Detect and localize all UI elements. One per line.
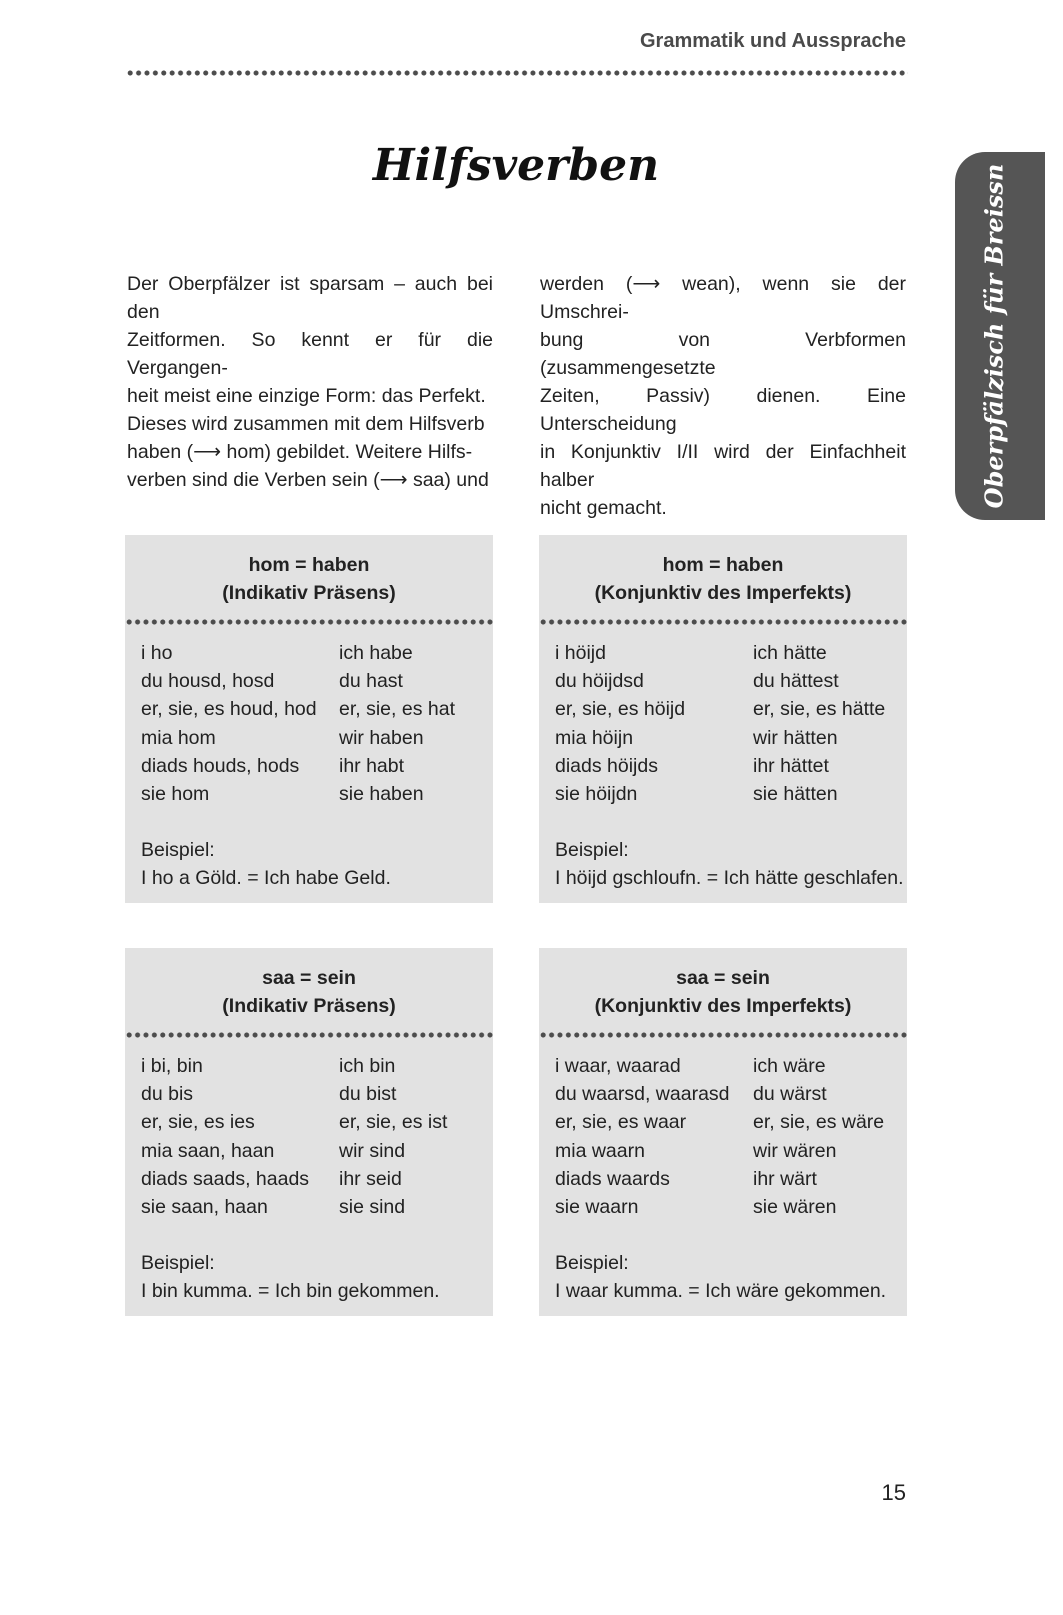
standard-form: sie haben [339, 783, 424, 806]
dialect-form: mia saan, haan [141, 1139, 275, 1162]
table-row [141, 1108, 493, 1136]
table-header [125, 535, 493, 607]
dialect-form: diads saads, haads [141, 1167, 310, 1190]
table-header [125, 948, 493, 1020]
standard-form: du wärst [753, 1083, 827, 1106]
table-header [539, 948, 907, 1020]
intro-line: werden (⟶ wean), wenn sie der Umschrei- [540, 273, 906, 323]
dialect-form: sie höijdn [555, 783, 638, 806]
standard-form: du hast [339, 670, 403, 693]
dialect-form: mia waarn [555, 1139, 645, 1162]
standard-form: wir hätten [753, 726, 838, 749]
table-row [555, 1193, 907, 1221]
example-sentence: I waar kumma. = Ich wäre gekommen. [555, 1280, 887, 1303]
dialect-form: du bis [141, 1083, 194, 1106]
dialect-form: mia höijn [555, 726, 634, 749]
table-row [555, 639, 907, 667]
intro-line: haben (⟶ hom) gebildet. Weitere Hilfs- [127, 441, 473, 463]
page-heading: Hilfsverben [372, 140, 660, 191]
page-number: 15 [881, 1480, 906, 1505]
dialect-form: er, sie, es waar [555, 1111, 687, 1134]
table-row [555, 667, 907, 695]
conjugation-table-haben-konjunktiv [539, 535, 907, 903]
standard-form: ihr wärt [753, 1167, 817, 1190]
table-subtitle: (Konjunktiv des Imperfekts) [594, 995, 852, 1017]
standard-form: ich bin [339, 1055, 396, 1077]
standard-form: sie wären [753, 1196, 837, 1219]
intro-line: Zeitformen. So kennt er für die Vergangen- [127, 329, 493, 379]
table-row [141, 780, 493, 808]
table-row [555, 695, 907, 723]
intro-line: Dieses wird zusammen mit dem Hilfsverb [127, 413, 485, 435]
table-body [539, 1038, 907, 1305]
standard-form: ihr seid [339, 1167, 402, 1190]
standard-form: wir haben [339, 726, 424, 749]
table-title: hom = haben [248, 554, 370, 576]
table-header [539, 535, 907, 607]
dialect-form: mia hom [141, 726, 216, 749]
intro-line: Zeiten, Passiv) dienen. Eine Unterscheidung [540, 385, 906, 435]
example-label: Beispiel: [555, 1252, 629, 1275]
table-row [555, 1052, 907, 1080]
table-row [141, 1137, 493, 1165]
intro-line: in Konjunktiv I/II wird der Einfachheit halber [540, 441, 906, 491]
dialect-form: sie saan, haan [141, 1196, 268, 1219]
dialect-form: du höijdsd [555, 670, 644, 693]
standard-form: du hättest [753, 670, 839, 693]
table-row [555, 1137, 907, 1165]
table-row [555, 724, 907, 752]
example-label: Beispiel: [141, 1252, 215, 1275]
dialect-form: i waar, waarad [555, 1055, 681, 1077]
dialect-form: er, sie, es houd, hod [141, 698, 317, 721]
table-row [555, 752, 907, 780]
standard-form: du bist [339, 1083, 397, 1106]
example-block [555, 1249, 907, 1305]
example-label: Beispiel: [555, 839, 629, 862]
table-row [141, 667, 493, 695]
table-row [555, 1080, 907, 1108]
standard-form: sie sind [339, 1196, 406, 1219]
table-subtitle: (Indikativ Präsens) [222, 582, 396, 604]
example-block [141, 836, 493, 892]
conjugation-table-sein-indikativ [125, 948, 493, 1316]
header-title: Grammatik und Aussprache [639, 30, 906, 52]
intro-line: nicht gemacht. [540, 497, 667, 519]
standard-form: ihr habt [339, 754, 405, 777]
side-tab [955, 152, 1045, 520]
table-subtitle: (Indikativ Präsens) [222, 995, 396, 1017]
table-title: hom = haben [662, 554, 784, 576]
intro-column-right [540, 270, 906, 522]
standard-form: ich habe [339, 642, 413, 664]
intro-line: bung von Verbformen (zusammengesetzte [540, 329, 906, 379]
table-row [141, 1193, 493, 1221]
dialect-form: du waarsd, waarasd [555, 1083, 730, 1106]
standard-form: ich hätte [753, 642, 827, 664]
table-row [555, 1108, 907, 1136]
dialect-form: i ho [141, 642, 173, 664]
table-body [125, 625, 493, 892]
table-subtitle: (Konjunktiv des Imperfekts) [594, 582, 852, 604]
conjugation-table-sein-konjunktiv [539, 948, 907, 1316]
table-title: saa = sein [676, 967, 770, 989]
header-dotted-rule [126, 70, 908, 76]
dialect-form: sie waarn [555, 1196, 639, 1219]
standard-form: sie hätten [753, 783, 838, 806]
table-body [539, 625, 907, 892]
example-block [555, 836, 907, 892]
standard-form: wir wären [753, 1139, 837, 1162]
table-row [141, 1052, 493, 1080]
intro-line: verben sind die Verben sein (⟶ saa) und [127, 469, 489, 491]
dialect-form: i bi, bin [141, 1055, 203, 1077]
table-row [141, 1165, 493, 1193]
dialect-form: er, sie, es höijd [555, 698, 686, 721]
dialect-form: er, sie, es ies [141, 1111, 255, 1134]
standard-form: ich wäre [753, 1055, 826, 1077]
example-label: Beispiel: [141, 839, 215, 862]
example-block [141, 1249, 493, 1305]
conjugation-table-haben-indikativ [125, 535, 493, 903]
intro-column-left [127, 270, 493, 494]
example-sentence: I ho a Göld. = Ich habe Geld. [141, 867, 391, 890]
intro-line: Der Oberpfälzer ist sparsam – auch bei den [127, 273, 493, 323]
standard-form: wir sind [339, 1139, 406, 1162]
table-row [141, 752, 493, 780]
standard-form: er, sie, es ist [339, 1111, 448, 1134]
intro-line: heit meist eine einzige Form: das Perfekt. [127, 385, 486, 407]
dialect-form: diads houds, hods [141, 754, 300, 777]
dialect-form: sie hom [141, 783, 210, 806]
table-row [555, 1165, 907, 1193]
dialect-form: i höijd [555, 642, 606, 664]
table-row [141, 1080, 493, 1108]
standard-form: er, sie, es hätte [753, 698, 886, 721]
standard-form: er, sie, es hat [339, 698, 455, 721]
side-tab-label: Oberpfälzisch für Breissn [979, 163, 1009, 509]
example-sentence: I bin kumma. = Ich bin gekommen. [141, 1280, 440, 1303]
table-row [141, 639, 493, 667]
dialect-form: diads höijds [555, 754, 658, 777]
standard-form: ihr hättet [753, 754, 829, 777]
dialect-form: du housd, hosd [141, 670, 275, 693]
table-body [125, 1038, 493, 1305]
standard-form: er, sie, es wäre [753, 1111, 885, 1134]
table-row [141, 695, 493, 723]
table-row [141, 724, 493, 752]
example-sentence: I höijd gschloufn. = Ich hätte geschlafen. [555, 867, 904, 890]
table-title: saa = sein [262, 967, 356, 989]
dialect-form: diads waards [555, 1167, 670, 1190]
table-row [555, 780, 907, 808]
